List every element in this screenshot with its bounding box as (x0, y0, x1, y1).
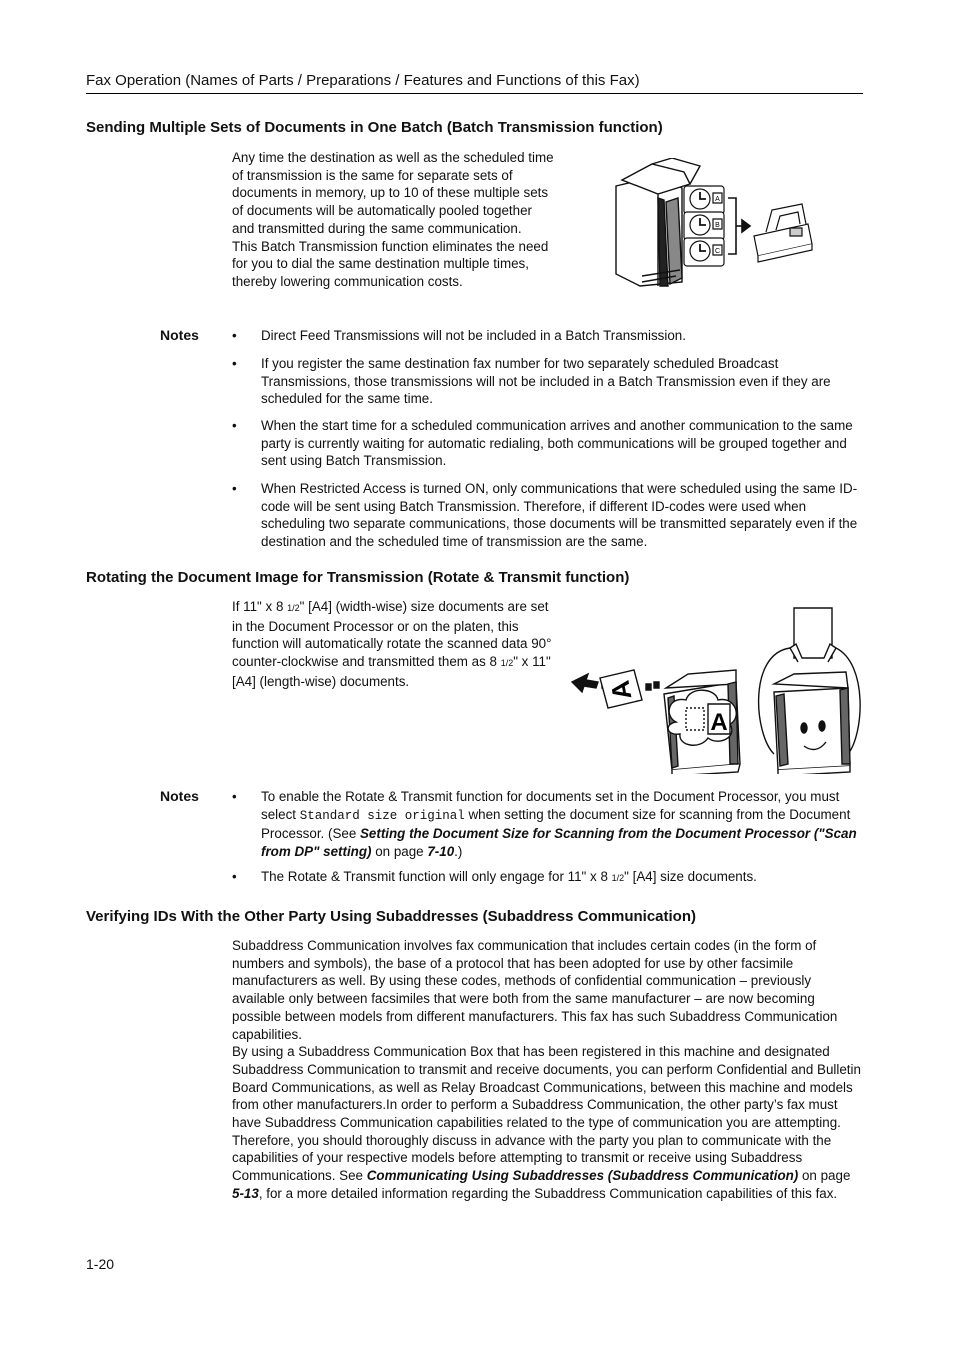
subaddress-description (232, 937, 866, 1203)
rotate-description: If 11" x 8 1/2" [A4] (width-wise) size documents are set in the Document Processor or on the platen, this function will automatically rotate the scanned data 90° counter-clockwise and transmitted them as 8 1/2" x 11" [A4] (length-wise) documents. (232, 599, 552, 689)
cross-reference: Communicating Using Subaddresses (Subaddress Communication) (366, 1168, 799, 1184)
fax-machine-icon (754, 204, 812, 262)
thought-letter: A (710, 709, 728, 736)
setting-name: Standard size original (299, 808, 465, 823)
batch-paragraph-2: This Batch Transmission function eliminates the need for you to dial the same destination multiple times, thereby lowering communication costs. (232, 238, 549, 289)
copier-machine-icon (664, 670, 740, 774)
section-heading-batch: Sending Multiple Sets of Documents in One Batch (Batch Transmission function) (86, 119, 663, 136)
doc-label-a: A (715, 196, 720, 203)
doc-label-b: B (715, 222, 720, 229)
rotated-letter: A (604, 678, 638, 703)
batch-paragraph-1: Any time the destination as well as the scheduled time of transmission is the same for separate sets of documents in memory, up to 10 of these multiple sets of documents will be automatically pooled together and transmitted during the same communication. (232, 150, 554, 236)
section-heading-subaddress: Verifying IDs With the Other Party Using Subaddresses (Subaddress Communication) (86, 908, 696, 925)
page-reference: 5-13 (232, 1185, 259, 1201)
running-header: Fax Operation (Names of Parts / Preparations / Features and Functions of this Fax) (86, 72, 863, 94)
batch-transmission-illustration (612, 158, 818, 290)
doc-label-c: C (714, 248, 721, 255)
copier-machine-icon (759, 608, 861, 774)
arrow-right-icon (728, 198, 750, 254)
page-reference: 7-10 (427, 844, 455, 860)
notes-label: Notes (160, 788, 199, 804)
manual-page: Fax Operation (Names of Parts / Preparations / Features and Functions of this Fax) Sending Multiple Sets of Documents in One Batch (Batch Transmission function) Any time the destination as well as the scheduled time of transmission is the same for separate sets of documents in memory, up to 10 of these multiple sets of documents will be automatically pooled together and transmitted during the same communication. This Batch Transmission function eliminates the need for you to dial the same destination multiple times, thereby lowering communication costs. A B C Notes • Direct Feed Transmissions will not be included in a Batch Transmission. • If you register the same destination fax number for two separately scheduled Broadcast Transmissions, those transmissions will not be included in a Batch Transmission even if they are scheduled for the same time. • When the start time for a scheduled communication arrives and another communication to the same party is currently waiting for automatic redialing, both communications will be grouped together and sent using Batch Transmission. • When Restricted Access is turned ON, only communications that were scheduled using the same ID-code will be sent using Batch Transmission. Therefore, if different ID-codes were used when scheduling two separate communications, those documents will be transmitted separately even if the destination and the scheduled time of transmission are the same. Rotating the Document Image for Transmission (Rotate & Transmit function) If 11" x 8 1/2" [A4] (width-wise) size documents are set in the Document Processor or on the platen, this function will automatically rotate the scanned data 90° counter-clockwise and transmitted them as 8 1/2" x 11" [A4] (length-wise) documents. A A Notes • To enable the Rotate & Transmit function for documents set in the Document Processor, you must select Standard size original when setting the document size for scanning from the Document Processor. (See Setting the Document Size for Scanning from the Document Processor ("Scan from DP" setting) on page 7-10.) • The Rotate & Transmit function will only engage for 11" x 8 1/2" [A4] size documents. Verifying IDs With the Other Party Using Subaddresses (Subaddress Communication) Subaddress Communication involves fax communication that includes certain codes (in the form of numbers and symbols), the base of a protocol that has been adopted for use by other facsimile manufacturers as well. By using these codes, methods of confidential communication – previously available only between facsimiles that were both from the same manufacturer – are now becoming possible between models from different manufacturers. This fax has such Subaddress Communication capabilities. By using a Subaddress Communication Box that has been registered in this machine and designated Subaddress Communication to transmit and receive documents, you can perform Confidential and Bulletin Board Communications, as well as Relay Broadcast Communications, between this machine and models from other manufacturers.In order to perform a Subaddress Communication, the other party’s fax must have Subaddress Communication capabilities related to the type of communication you are attempting. Therefore, you should thoroughly discuss in advance with the party you plan to communicate with the capabilities of your respective models before attempting to transmit or receive using Subaddress Communications. See Communicating Using Subaddresses (Subaddress Communication) on page 5-13, for a more detailed information regarding the Subaddress Communication capabilities of this fax. 1-20 (0, 0, 954, 1351)
notes-label: Notes (160, 327, 199, 343)
section-heading-rotate: Rotating the Document Image for Transmission (Rotate & Transmit function) (86, 569, 630, 586)
rotate-transmit-illustration (568, 604, 864, 774)
subaddress-paragraph-2: By using a Subaddress Communication Box that has been registered in this machine and designated Subaddress Communication to transmit and receive documents, you can perform Confidential and Bulletin Board Communications, as well as Relay Broadcast Communications, between this machine and models from other manufacturers.In order to perform a Subaddress Communication, the other party’s fax must have Subaddress Communication capabilities related to the type of communication you are attempting. Therefore, you should thoroughly discuss in advance with the party you plan to communicate with the capabilities of your respective models before attempting to transmit or receive using Subaddress Communications. See Communicating Using Subaddresses (Subaddress Communication) on page 5-13, for a more detailed information regarding the Subaddress Communication capabilities of this fax. (232, 1044, 861, 1201)
subaddress-paragraph-1: Subaddress Communication involves fax communication that includes certain codes (in the form of numbers and symbols), the base of a protocol that has been adopted for use by other facsimile manufacturers as well. By using these codes, methods of confidential communication – previously available only between facsimiles that were both from the same manufacturer – are now becoming possible between models from different manufacturers. This fax has such Subaddress Communication capabilities. (232, 938, 838, 1042)
cross-reference: Setting the Document Size for Scanning from the Document Processor ("Scan from DP" setting) (261, 826, 857, 860)
batch-description (232, 149, 558, 291)
page-number: 1-20 (86, 1256, 115, 1272)
